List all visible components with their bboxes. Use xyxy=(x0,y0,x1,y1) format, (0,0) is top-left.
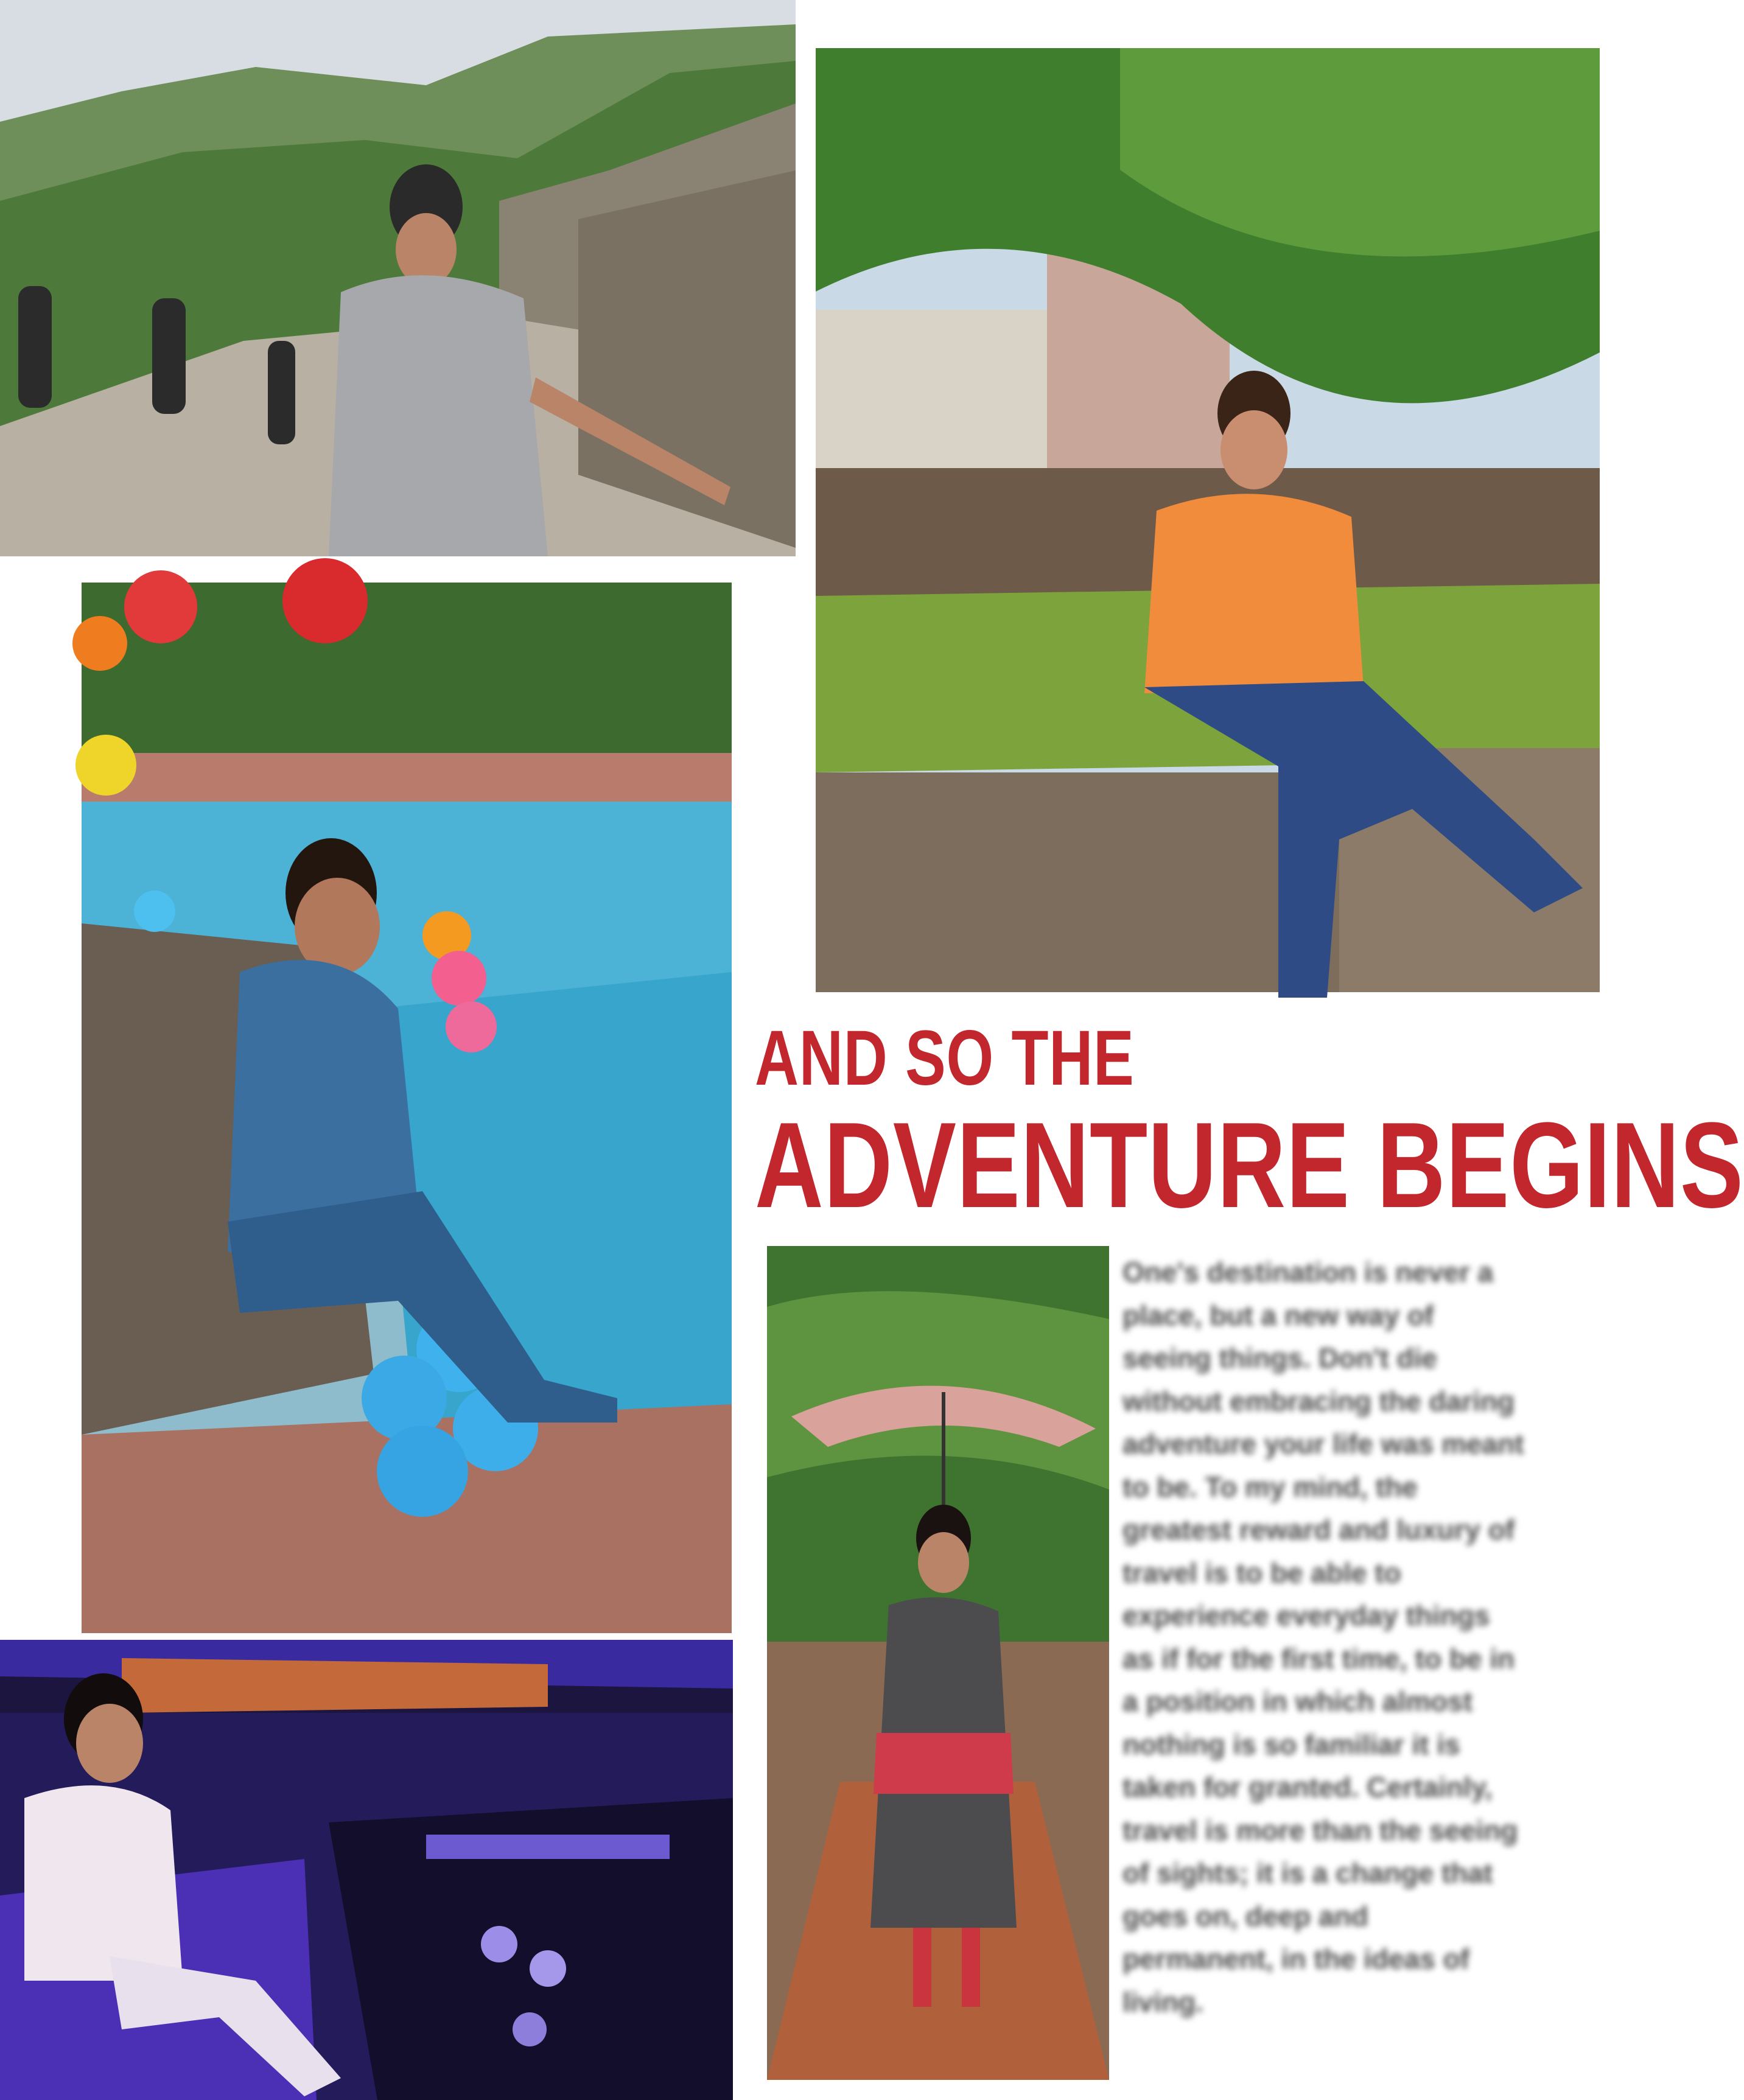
headline-line-2: ADVENTURE BEGINS xyxy=(755,1097,1744,1233)
limousine-interior-photo xyxy=(0,1640,733,2100)
headline-line-1: AND SO THE xyxy=(755,1015,1135,1102)
great-wall-photo xyxy=(0,0,796,556)
poolside-balloons-photo xyxy=(82,583,732,1633)
umbrella-walkway-photo xyxy=(767,1246,1109,2080)
quote-text: One's destination is never a place, but a new way of seeing things. Don't die without embracing the daring adventure your life was meant to be. To my mind, the greatest reward and luxury of travel is to be able to experience everyday things as if for the first time, to be in a position in which almost nothing is so familiar it is taken for granted. Certainly, travel is more than the seeing of sights; it is a change that goes on, deep and permanent, in the ideas of living. xyxy=(1122,1256,1524,2018)
garden-wall-photo xyxy=(816,48,1600,992)
